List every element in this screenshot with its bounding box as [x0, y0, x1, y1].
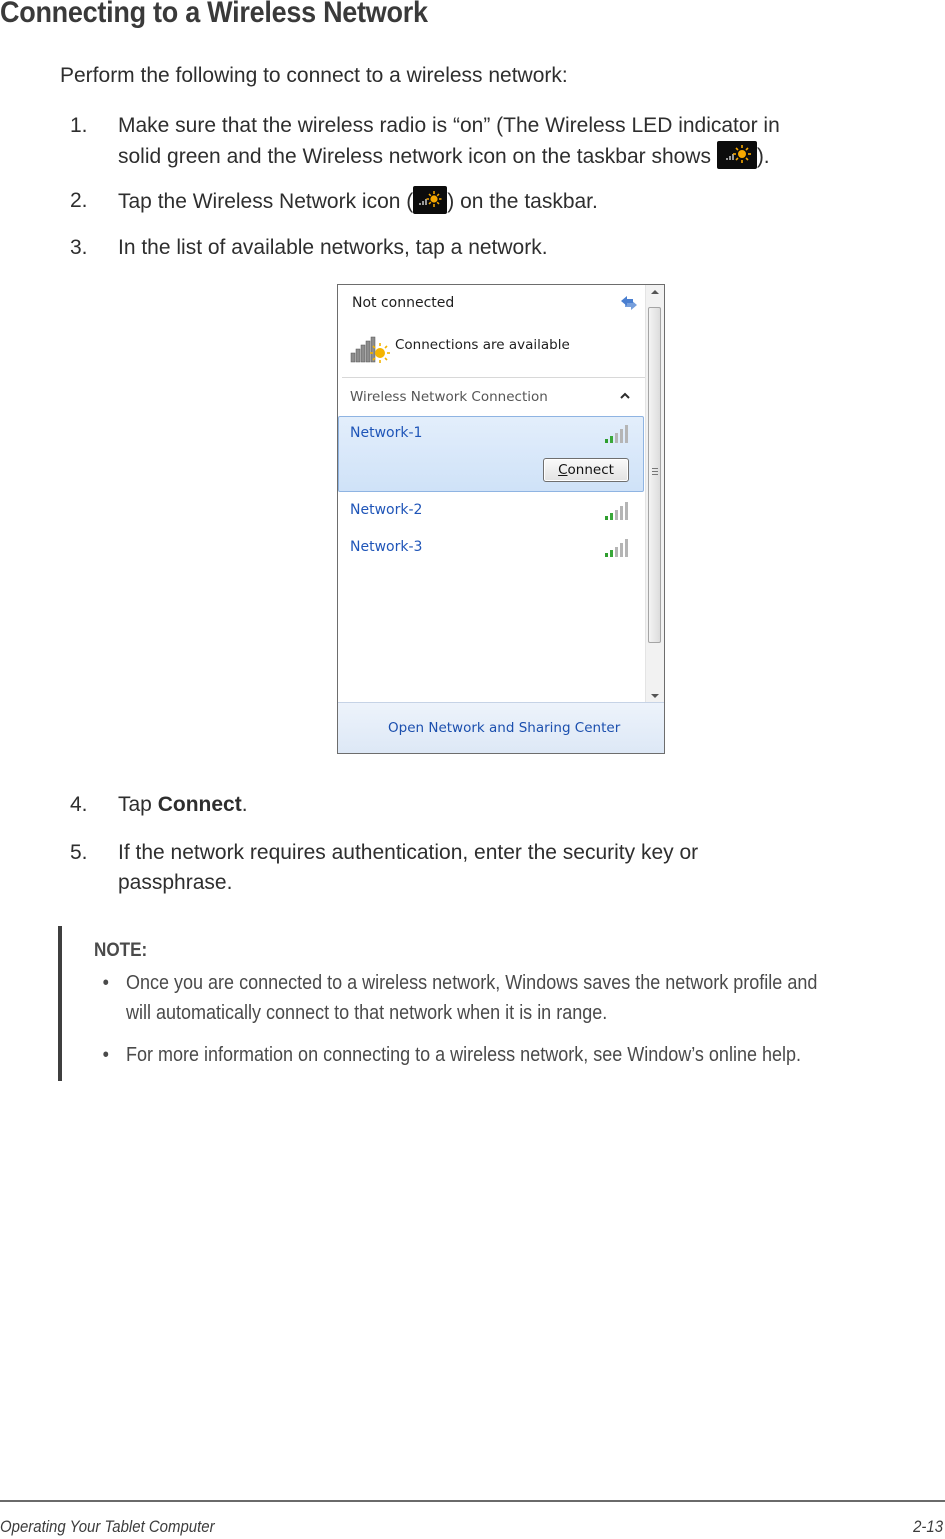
network-3-name[interactable]: Network-3	[350, 539, 423, 555]
popup-footer	[338, 702, 664, 753]
note-item-2-line-1: For more information on connecting to a wireless network, see Window’s online help.	[126, 1044, 801, 1066]
connect-label: onnect	[567, 462, 614, 478]
step-1-line-2-end: ).	[756, 145, 770, 168]
page-title: Connecting to a Wireless Network	[0, 0, 428, 29]
note-item-1-line-1: Once you are connected to a wireless network, Windows saves the network profile and	[126, 972, 818, 994]
divider	[342, 377, 646, 378]
step-2-text-start: Tap the Wireless Network icon (	[118, 190, 414, 213]
step-number: 3.	[70, 236, 88, 259]
step-4	[70, 790, 930, 822]
network-1-name[interactable]: Network-1	[350, 425, 423, 441]
step-1	[70, 111, 930, 173]
network-refresh-icon[interactable]	[618, 293, 640, 313]
note-label: NOTE:	[94, 940, 148, 961]
wireless-network-tray-icon	[717, 141, 757, 169]
step-number: 5.	[70, 841, 88, 864]
network-2-name[interactable]: Network-2	[350, 502, 423, 518]
footer-section-title: Operating Your Tablet Computer	[0, 1517, 215, 1536]
note-item-1	[102, 968, 918, 1028]
signal-strength-icon	[604, 536, 632, 558]
step-1-line-1: Make sure that the wireless radio is “on” (The Wireless LED indicator in	[118, 114, 780, 137]
step-number: 4.	[70, 793, 88, 816]
wireless-network-tray-icon	[413, 186, 447, 214]
collapse-chevron-icon[interactable]	[619, 391, 631, 401]
step-3-text: In the list of available networks, tap a network.	[118, 236, 548, 259]
step-2	[70, 186, 930, 218]
connection-status: Not connected	[352, 295, 455, 311]
step-number: 2.	[70, 189, 88, 212]
grip-line	[652, 471, 658, 472]
connections-available-icon	[350, 329, 392, 365]
page-number: 2-13	[913, 1517, 943, 1536]
vertical-scrollbar[interactable]	[645, 285, 664, 703]
popup-list-area	[338, 285, 646, 703]
note-box	[58, 926, 942, 1081]
section-header: Wireless Network Connection	[350, 389, 548, 405]
step-2-text-end: ) on the taskbar.	[447, 190, 598, 213]
step-5-line-2: passphrase.	[118, 871, 233, 894]
connect-label-access-key: C	[558, 462, 568, 478]
step-4-text-end: .	[241, 793, 248, 816]
step-number: 1.	[70, 114, 88, 137]
open-network-sharing-center-link[interactable]: Open Network and Sharing Center	[388, 720, 621, 736]
signal-strength-icon	[604, 422, 632, 444]
wireless-networks-popup	[337, 284, 665, 754]
step-3	[70, 233, 930, 265]
step-4-text-start: Tap	[118, 793, 158, 816]
step-5	[70, 838, 930, 900]
connect-button[interactable]	[543, 458, 629, 482]
grip-line	[652, 468, 658, 469]
step-5-line-1: If the network requires authentication, enter the security key or	[118, 841, 699, 864]
scrollbar-thumb[interactable]	[648, 307, 661, 643]
scroll-down-arrow-icon[interactable]	[651, 693, 659, 699]
scroll-up-arrow-icon[interactable]	[651, 289, 659, 295]
signal-strength-icon	[604, 499, 632, 521]
grip-line	[652, 474, 658, 475]
bullet: •	[102, 972, 109, 994]
bullet: •	[102, 1044, 109, 1066]
footer-rule	[0, 1500, 945, 1502]
step-1-line-2: solid green and the Wireless network icon on the taskbar shows	[118, 145, 717, 168]
note-item-1-line-2: will automatically connect to that network when it is in range.	[126, 1002, 608, 1024]
intro-text: Perform the following to connect to a wireless network:	[60, 64, 568, 87]
connections-available-text: Connections are available	[395, 337, 570, 353]
note-item-2	[102, 1040, 918, 1070]
step-4-connect-emphasis: Connect	[157, 793, 242, 816]
